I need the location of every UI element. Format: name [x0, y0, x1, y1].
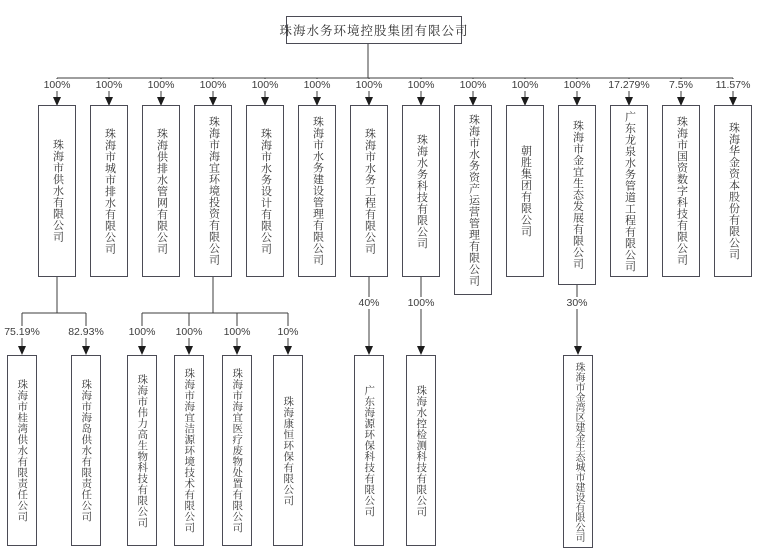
l1-company-node [558, 105, 596, 285]
company-name-text: 珠海市金湾区建金生态城市建设有限公司 [573, 361, 584, 542]
l1-company-node [662, 105, 700, 277]
company-name-text: 珠海供排水管网有限公司 [155, 127, 168, 255]
company-name-text: 珠海华金资本股份有限公司 [727, 122, 740, 260]
ownership-pct-label: 100% [341, 79, 397, 91]
l1-company-node [246, 105, 284, 277]
company-name-text: 珠海水控检测科技有限公司 [415, 384, 428, 517]
ownership-pct-label: 75.19% [0, 326, 50, 338]
ownership-pct-label: 100% [29, 79, 85, 91]
ownership-pct-label: 100% [133, 79, 189, 91]
l2-company-node [354, 355, 384, 546]
l2-company-node [563, 355, 593, 548]
l1-company-node [90, 105, 128, 277]
l1-company-node [194, 105, 232, 277]
ownership-pct-label: 100% [209, 326, 265, 338]
root-company-node [279, 16, 469, 44]
company-name-text: 珠海水务科技有限公司 [415, 133, 428, 249]
ownership-pct-label: 11.57% [705, 79, 761, 91]
ownership-pct-label: 100% [393, 79, 449, 91]
ownership-pct-label: 7.5% [653, 79, 709, 91]
company-name-text: 珠海市水务工程有限公司 [363, 127, 376, 255]
company-name-text: 珠海市国资数字科技有限公司 [675, 116, 688, 266]
company-name-text: 珠海市水务建设管理有限公司 [311, 116, 324, 266]
company-name-text: 广东海源环保科技有限公司 [363, 384, 376, 517]
l2-company-node [273, 355, 303, 546]
company-name-text: 珠海市海宜洁源环境技术有限公司 [183, 368, 196, 533]
company-name-text: 珠海市伟力高生物科技有限公司 [136, 373, 149, 528]
company-name-text: 珠海市供水有限公司 [51, 139, 64, 243]
ownership-pct-label: 100% [497, 79, 553, 91]
company-name-text: 珠海水务环境控股集团有限公司 [279, 24, 469, 38]
company-name-text: 珠海市水务设计有限公司 [259, 127, 272, 255]
ownership-pct-label: 100% [393, 297, 449, 309]
l1-company-node [142, 105, 180, 277]
l1-company-node [350, 105, 388, 277]
l2-company-node [71, 355, 101, 546]
l1-company-node [506, 105, 544, 277]
ownership-pct-label: 100% [549, 79, 605, 91]
l1-company-node [714, 105, 752, 277]
ownership-pct-label: 100% [237, 79, 293, 91]
ownership-pct-label: 100% [161, 326, 217, 338]
l2-company-node [7, 355, 37, 546]
company-name-text: 珠海市城市排水有限公司 [103, 127, 116, 255]
l2-company-node [174, 355, 204, 546]
company-name-text: 珠海市金宜生态发展有限公司 [571, 120, 584, 270]
company-name-text: 珠海康恒环保有限公司 [282, 395, 295, 506]
company-name-text: 珠海市桂湾供水有限责任公司 [16, 379, 29, 522]
company-name-text: 珠海市海宜环境投资有限公司 [207, 116, 220, 266]
l1-company-node [38, 105, 76, 277]
ownership-pct-label: 100% [114, 326, 170, 338]
company-name-text: 珠海市水务资产运营管理有限公司 [467, 113, 480, 287]
l2-company-node [406, 355, 436, 546]
l1-company-node [402, 105, 440, 277]
ownership-pct-label: 100% [185, 79, 241, 91]
ownership-pct-label: 17.279% [601, 79, 657, 91]
l2-company-node [127, 355, 157, 546]
ownership-pct-label: 10% [260, 326, 316, 338]
ownership-pct-label: 40% [341, 297, 397, 309]
l1-company-node [454, 105, 492, 295]
ownership-pct-label: 100% [81, 79, 137, 91]
ownership-pct-label: 100% [445, 79, 501, 91]
l1-company-node [298, 105, 336, 277]
company-name-text: 珠海市海岛供水有限责任公司 [80, 379, 93, 522]
company-name-text: 朝胜集团有限公司 [519, 145, 532, 237]
l2-company-node [222, 355, 252, 546]
ownership-pct-label: 30% [549, 297, 605, 309]
l1-company-node [610, 105, 648, 277]
company-name-text: 珠海市海宜医疗废物处置有限公司 [231, 368, 244, 533]
ownership-pct-label: 82.93% [58, 326, 114, 338]
company-name-text: 广东龙泉水务管道工程有限公司 [623, 110, 636, 272]
ownership-pct-label: 100% [289, 79, 345, 91]
